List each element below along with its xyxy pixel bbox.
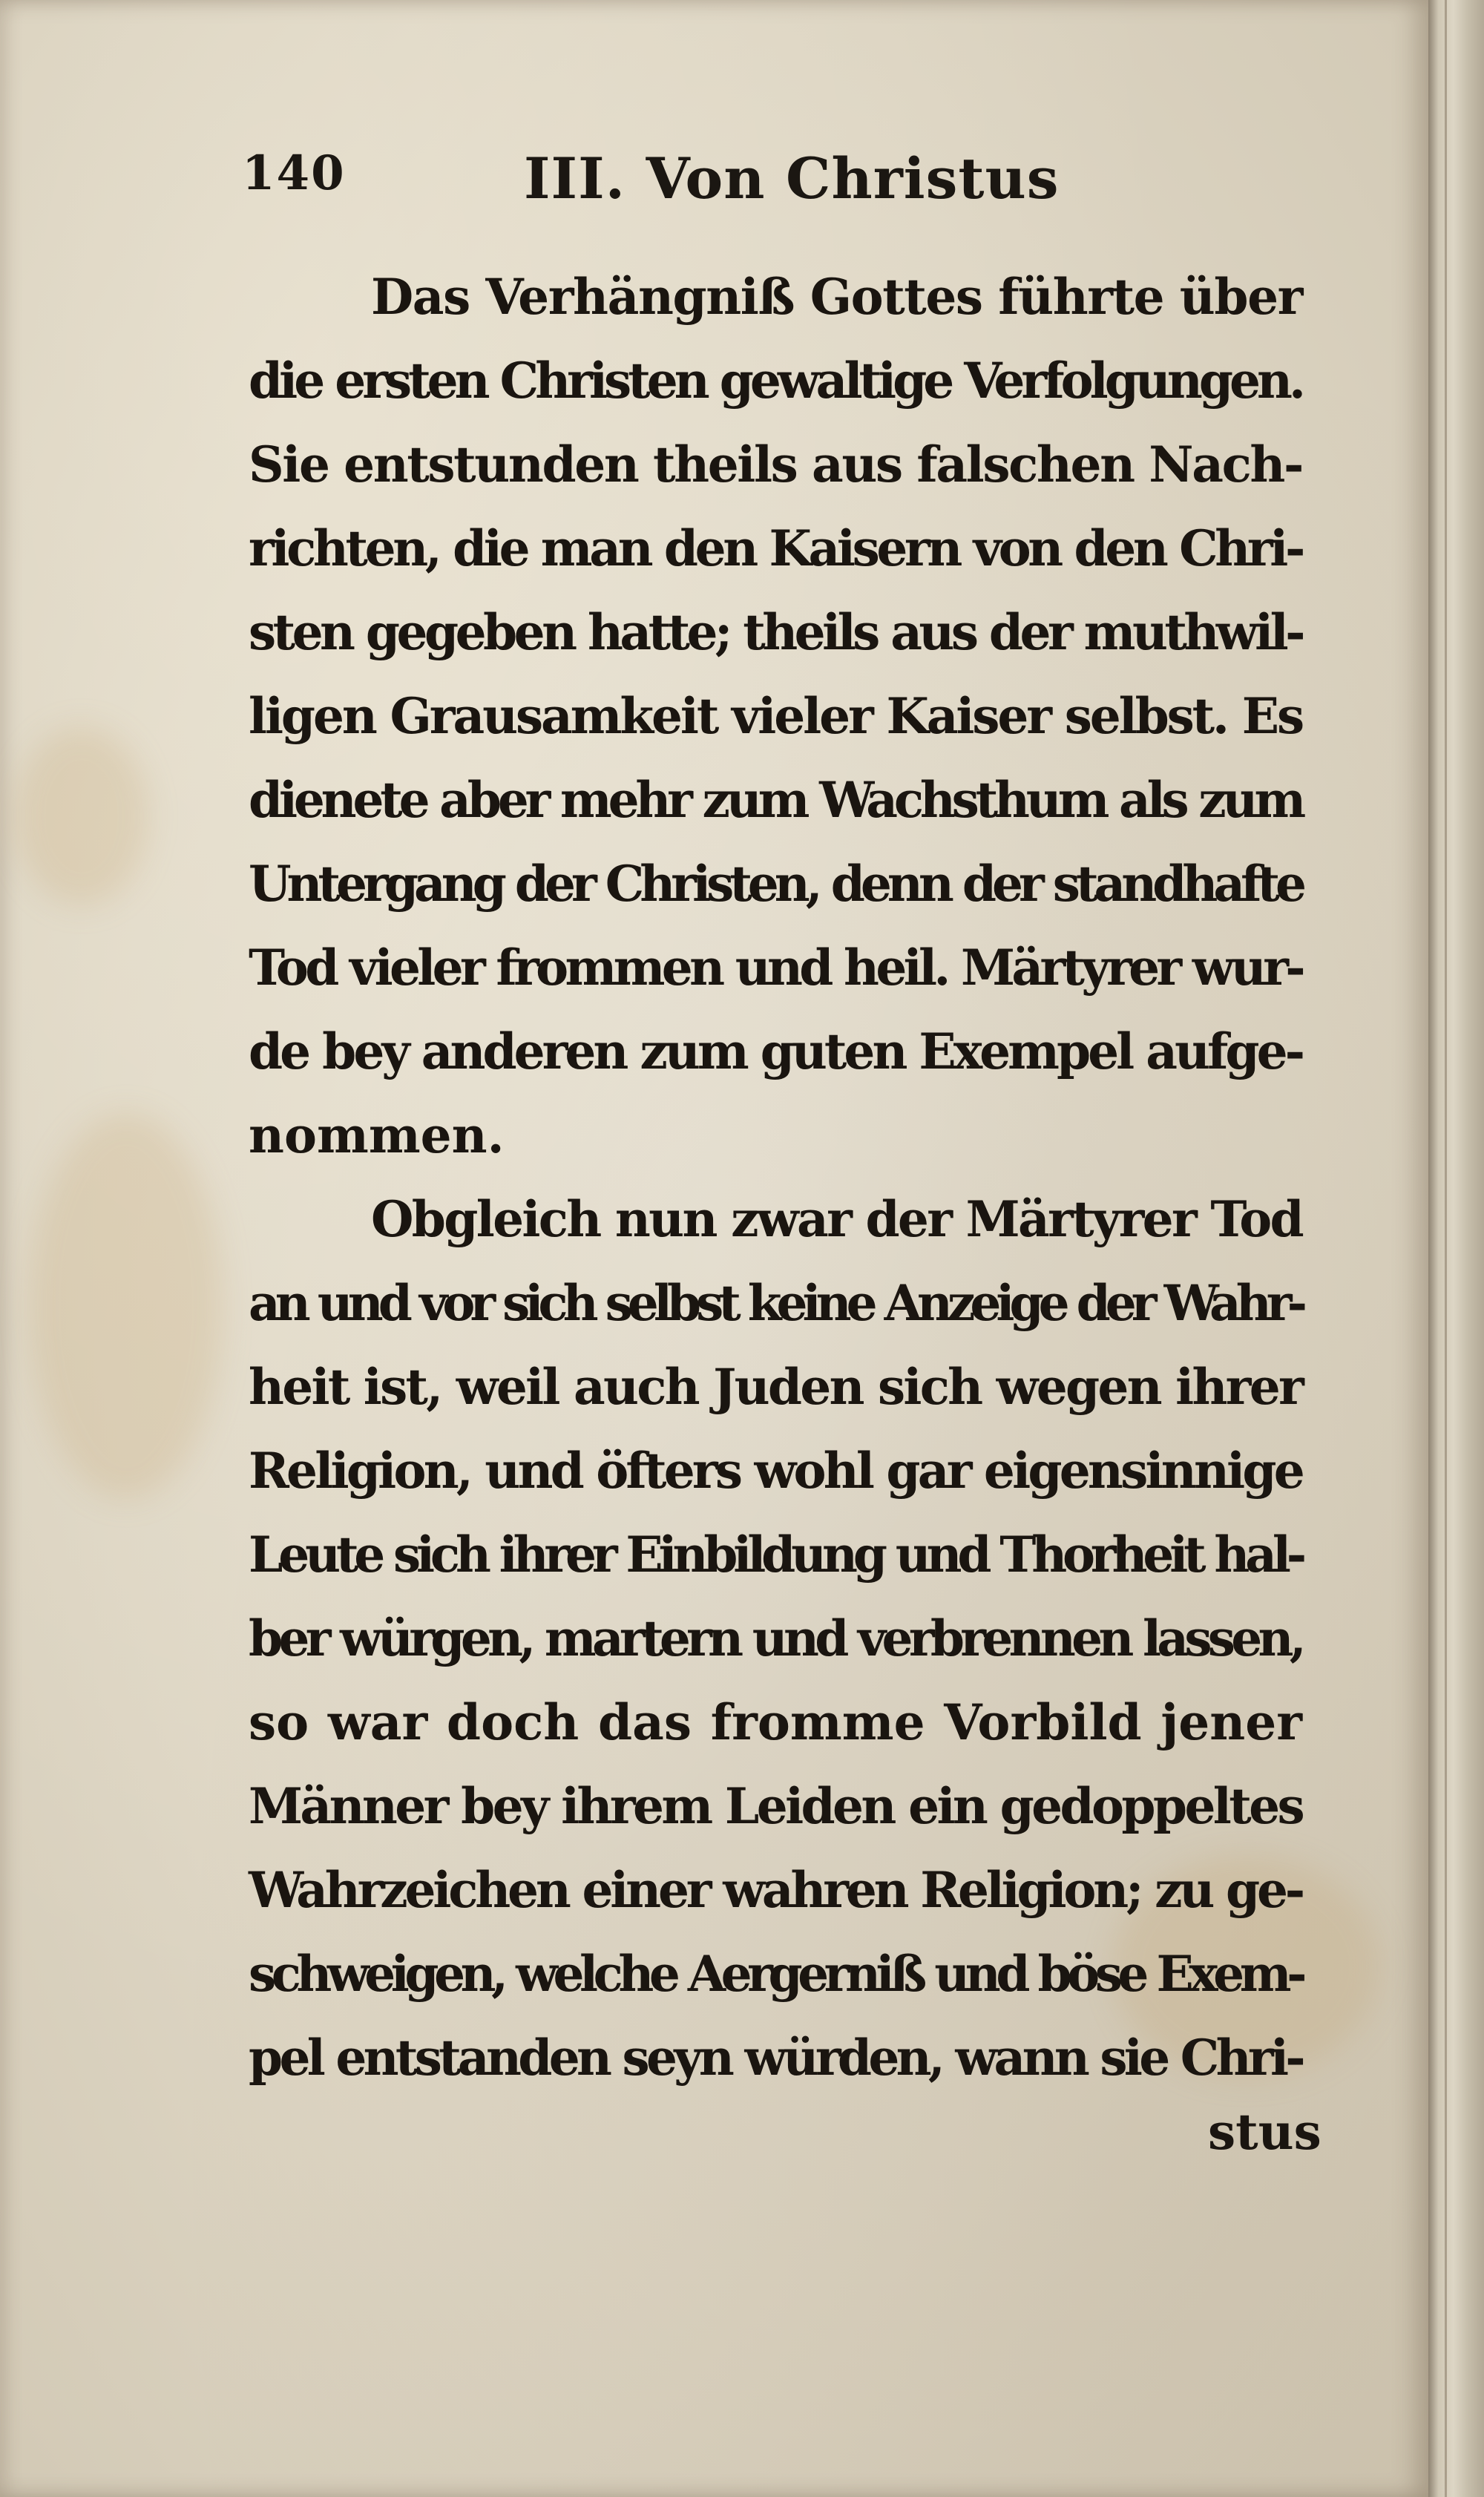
text-line: Das Verhängniß Gottes führte über — [371, 268, 1302, 326]
text-line: de bey anderen zum guten Exempel aufge- — [249, 1023, 1302, 1080]
text-line: dienete aber mehr zum Wachsthum als zum — [249, 771, 1303, 829]
running-head: III. Von Christus — [524, 145, 1060, 211]
text-line: die ersten Christen gewaltige Verfolgungen. — [249, 352, 1302, 410]
text-line: richten, die man den Kaisern von den Chri- — [249, 519, 1302, 577]
text-line: Leute sich ihrer Einbildung und Thorheit hal- — [249, 1526, 1303, 1584]
text-line: Wahrzeichen einer wahren Religion; zu ge- — [249, 1861, 1302, 1919]
text-line: Untergang der Christen, denn der standhafte — [249, 855, 1302, 913]
text-line: nommen. — [249, 1106, 505, 1164]
text-line: Sie entstunden theils aus falschen Nach- — [249, 436, 1302, 493]
page-header — [242, 145, 1281, 227]
text-line: Religion, und öfters wohl gar eigensinnige — [249, 1442, 1302, 1500]
catchword: stus — [1208, 2103, 1322, 2161]
text-line: schweigen, welche Aergerniß und böse Exem- — [249, 1945, 1302, 2003]
page-number: 140 — [242, 145, 346, 201]
text-line: Obgleich nun zwar der Märtyrer Tod — [371, 1190, 1302, 1248]
page-edge — [1428, 0, 1484, 2497]
text-line: pel entstanden seyn würden, wann sie Chri- — [249, 2029, 1302, 2087]
text-line: ber würgen, martern und verbrennen lassen, — [249, 1610, 1302, 1667]
text-line: ligen Grausamkeit vieler Kaiser selbst. Es — [249, 687, 1302, 745]
text-line: Tod vieler frommen und heil. Märtyrer wur- — [249, 939, 1302, 997]
paper-stain — [30, 1113, 223, 1499]
body-text — [249, 255, 1302, 2100]
text-line: an und vor sich selbst keine Anzeige der Wahr- — [249, 1274, 1302, 1332]
text-line: Männer bey ihrem Leiden ein gedoppeltes — [249, 1777, 1302, 1835]
text-line: sten gegeben hatte; theils aus der muthwil- — [249, 603, 1302, 661]
paper-stain — [15, 727, 148, 905]
text-line: heit ist, weil auch Juden sich wegen ihrer — [249, 1358, 1302, 1416]
text-line: so war doch das fromme Vorbild jener — [249, 1693, 1302, 1751]
